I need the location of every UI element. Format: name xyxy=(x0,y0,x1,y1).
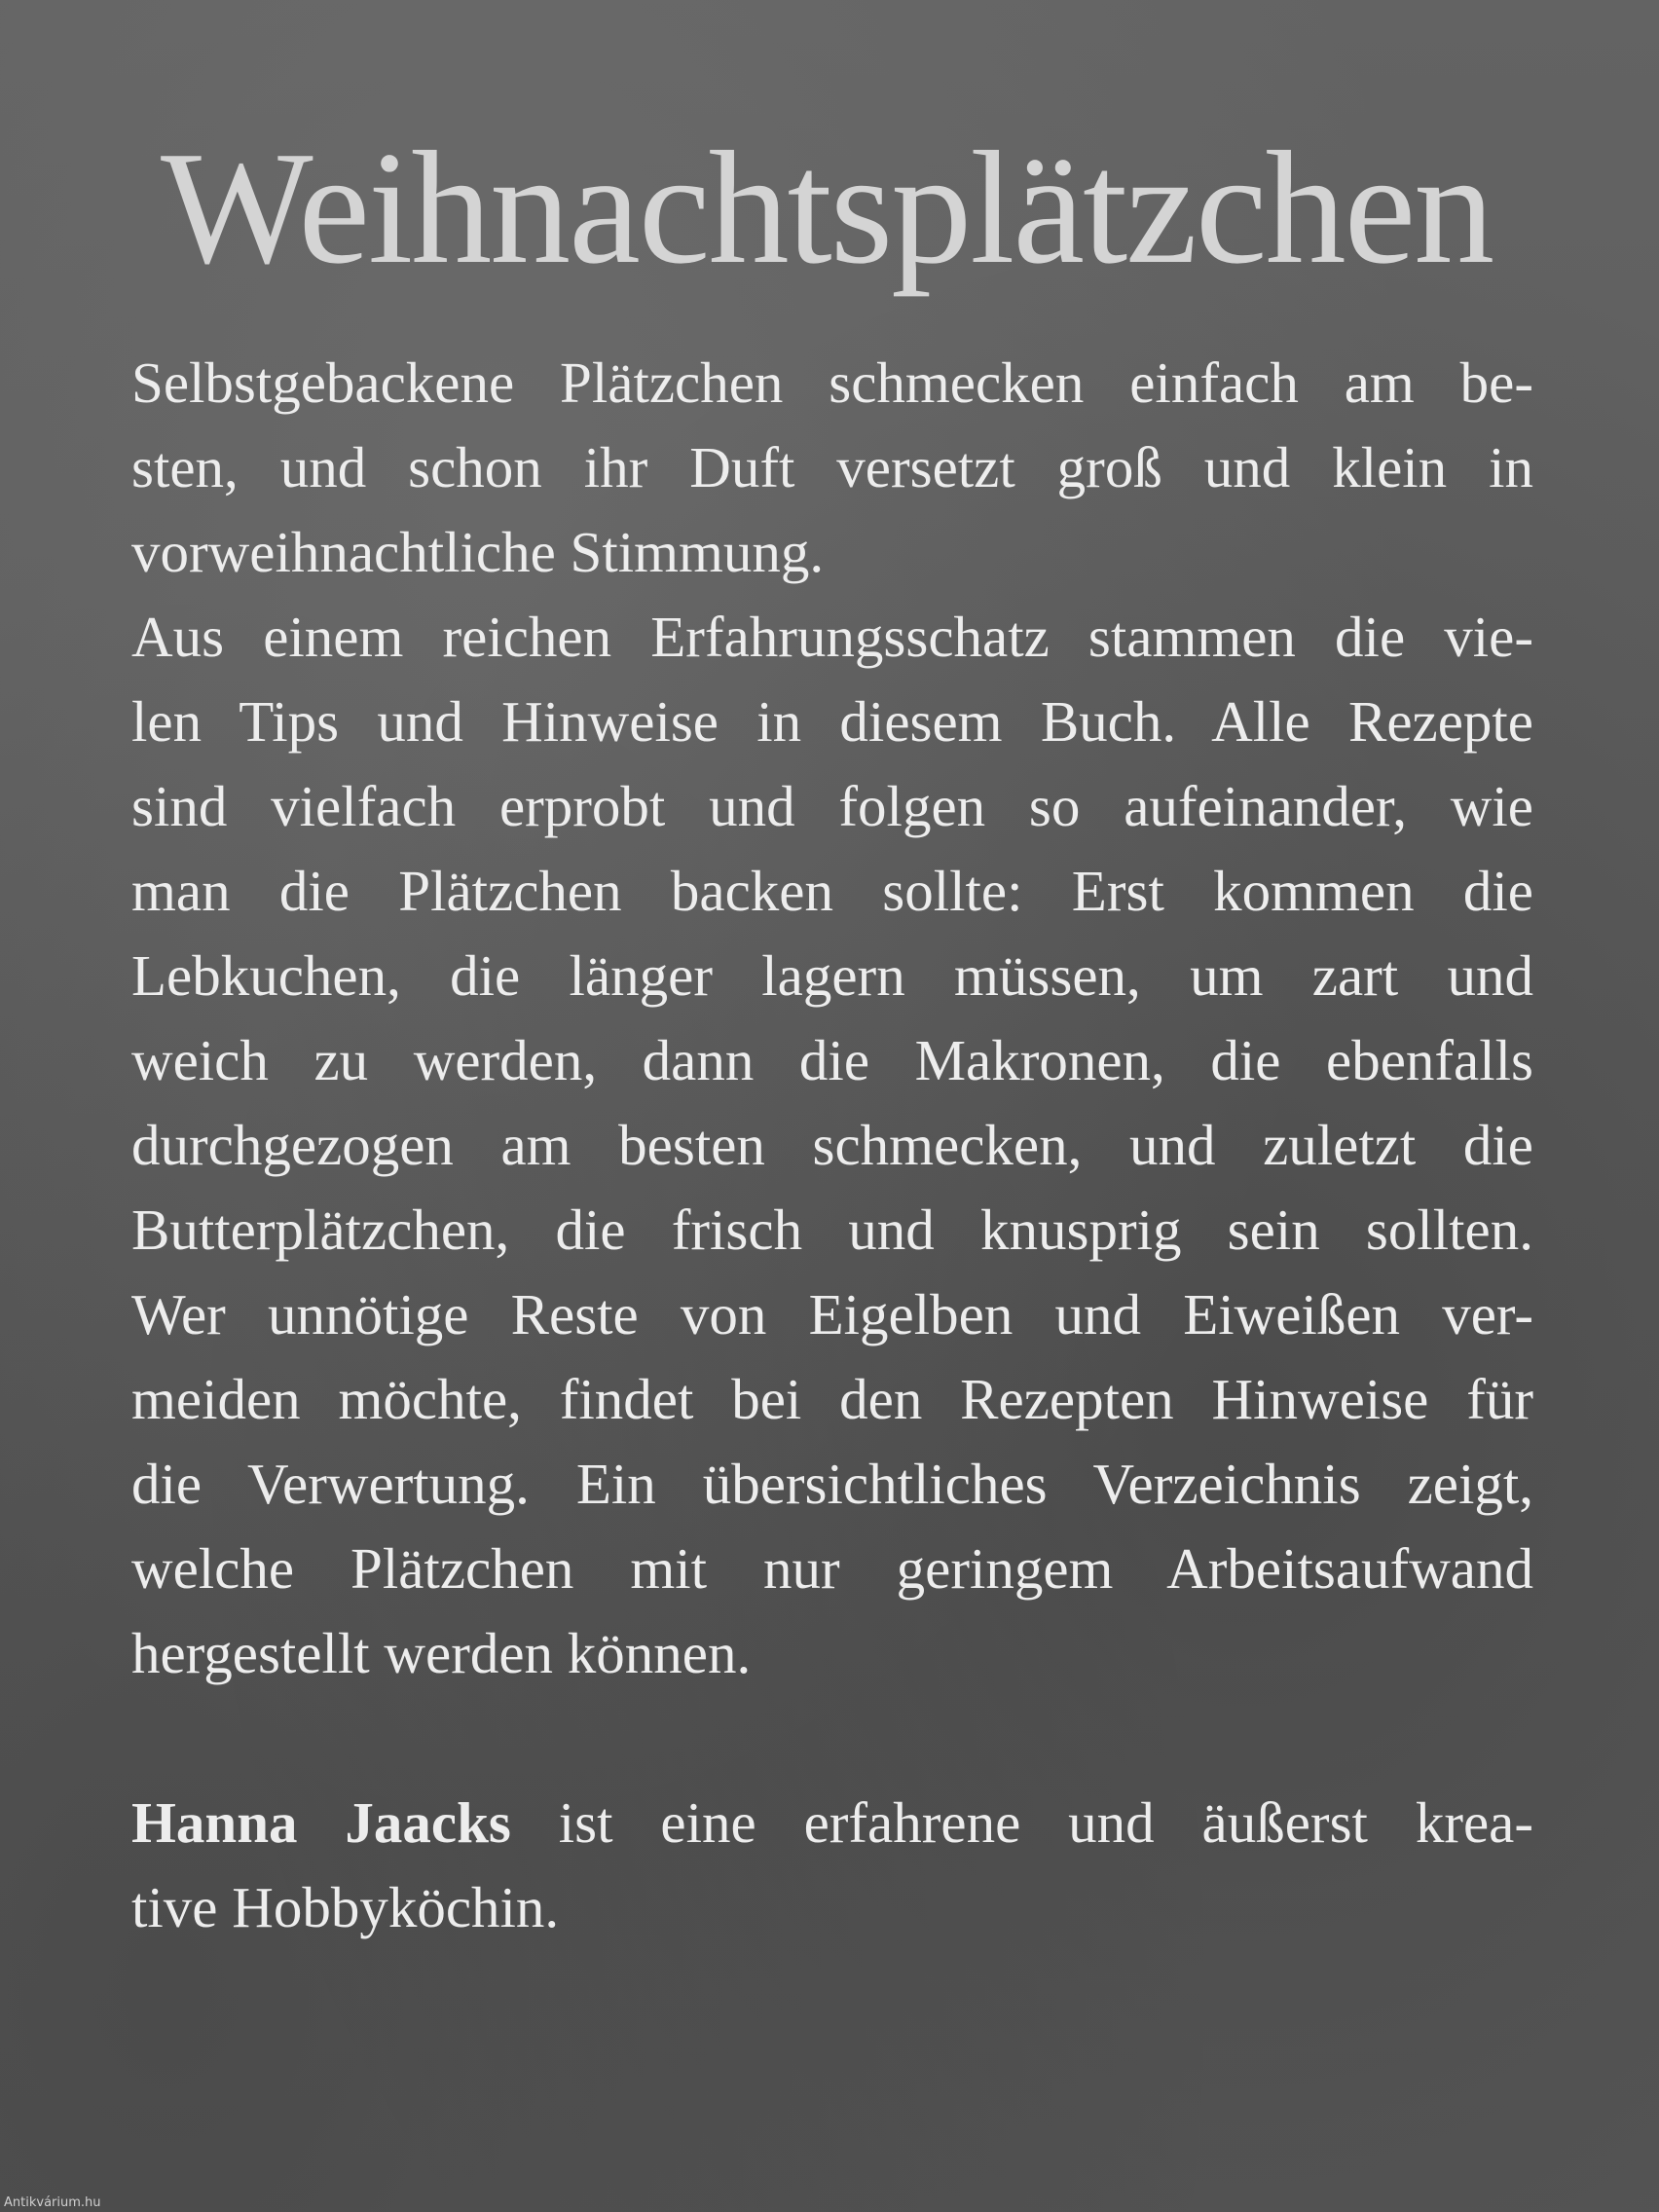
blurb-text xyxy=(131,341,1533,1950)
blurb-line: sten, und schon ihr Duft versetzt groß und klein in xyxy=(131,435,1533,499)
blurb-line: Butterplätzchen, die frisch und knusprig sein sollten. xyxy=(131,1198,1533,1262)
blurb-line: welche Plätzchen mit nur geringem Arbeitsaufwand xyxy=(131,1536,1533,1601)
watermark-text: Antikvárium.hu xyxy=(4,2195,101,2210)
author-name: Hanna Jaacks xyxy=(131,1790,511,1855)
blurb-line: man die Plätzchen backen sollte: Erst kommen die xyxy=(131,859,1533,923)
blurb-line: meiden möchte, findet bei den Rezepten Hinweise für xyxy=(131,1367,1533,1431)
author-bio-line: tive Hobbyköchin. xyxy=(131,1875,560,1939)
author-bio-line xyxy=(131,1781,1533,1865)
paragraph-gap xyxy=(131,1696,1533,1781)
author-bio-text: ist eine erfahrene und äußerst krea- xyxy=(510,1790,1533,1855)
blurb-line: vorweihnachtliche Stimmung. xyxy=(131,520,825,584)
blurb-line: Selbstgebackene Plätzchen schmecken einfach am be- xyxy=(131,350,1533,415)
book-title: Weihnachtsplätzchen xyxy=(161,118,1493,297)
blurb-line: len Tips und Hinweise in diesem Buch. Alle Rezepte xyxy=(131,689,1533,754)
blurb-line: hergestellt werden können. xyxy=(131,1621,752,1685)
blurb-line: sind vielfach erprobt und folgen so aufeinander, wie xyxy=(131,774,1533,838)
blurb-line: weich zu werden, dann die Makronen, die ebenfalls xyxy=(131,1028,1533,1092)
blurb-line: durchgezogen am besten schmecken, und zuletzt die xyxy=(131,1113,1533,1177)
blurb-line: Lebkuchen, die länger lagern müssen, um zart und xyxy=(131,943,1533,1008)
blurb-line: Wer unnötige Reste von Eigelben und Eiweißen ver- xyxy=(131,1282,1533,1346)
blurb-line: Aus einem reichen Erfahrungsschatz stammen die vie- xyxy=(131,605,1533,669)
blurb-line: die Verwertung. Ein übersichtliches Verzeichnis zeigt, xyxy=(131,1452,1533,1516)
